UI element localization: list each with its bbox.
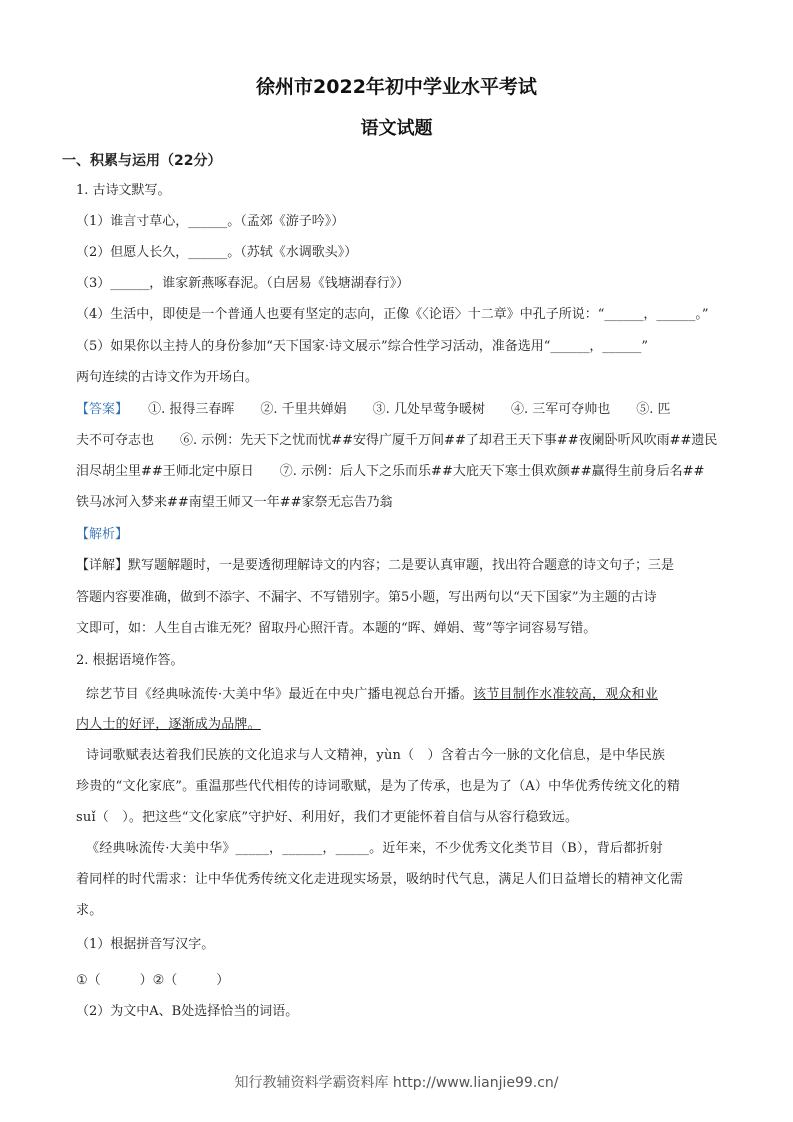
- passage-paragraph-3: 求。: [76, 903, 103, 918]
- sub-question-1: （1）根据拼音写汉字。: [76, 937, 215, 952]
- question-1-item: （3）______，谁家新燕啄春泥。（白居易《钱塘湖春行》）: [76, 276, 410, 291]
- passage-paragraph-1-cont: [76, 716, 261, 734]
- answer-line: 泪尽胡尘里##王师北定中原日 ⑦. 示例：后人下之乐而乐##大庇天下寒士俱欢颜##赢得生前身后名##: [76, 464, 705, 479]
- section-heading: 一、积累与运用（22分）: [62, 153, 222, 169]
- answer-line: 铁马冰河入梦来##南望王师又一年##家祭无忘告乃翁: [76, 495, 393, 510]
- question-1-item: （4）生活中，即使是一个普通人也要有坚定的志向，正像《〈论语〉十二章》中孔子所说：“______，______。”: [76, 307, 709, 322]
- sub-question-2: （2）为文中A、B处选择恰当的词语。: [76, 1004, 299, 1019]
- detail-line: 答题内容要准确，做到不添字、不漏字、不写错别字。第5小题，写出两句以“天下国家”为主题的古诗: [76, 590, 657, 605]
- answer-line: 夫不可夺志也 ⑥. 示例：先天下之忧而忧##安得广厦千万间##了却君王天下事##夜阑卧听风吹雨##遗民: [76, 433, 718, 448]
- question-1-item: （2）但愿人长久，______。（苏轼《水调歌头》）: [76, 245, 358, 260]
- question-1-stem: 1. 古诗文默写。: [76, 183, 171, 198]
- question-2-stem: 2. 根据语境作答。: [76, 653, 184, 668]
- passage-paragraph-1: [86, 686, 658, 704]
- passage-paragraph-2: suǐ（ ）。把这些“文化家底”守护好、利用好，我们才更能怀着自信与从容行稳致远。: [76, 810, 579, 825]
- answer-line: [76, 401, 670, 419]
- question-1-item: 两句连续的古诗文作为开场白。: [76, 370, 259, 385]
- passage-paragraph-3: 《经典咏流传·大美中华》_____，______，_____。近年来，不少优秀文化类节目（B），背后都折射: [86, 841, 663, 856]
- sub-question-1-answer: ①（ ）②（ ）: [76, 973, 230, 988]
- passage-paragraph-3: 着同样的时代需求：让中华优秀传统文化走进现实场景，吸纳时代气息，满足人们日益增长的精神文化需: [76, 872, 684, 887]
- analysis-tag: 【解析】: [76, 527, 129, 542]
- passage-text: 综艺节目《经典咏流传·大美中华》最近在中央广播电视总台开播。: [86, 687, 474, 702]
- passage-paragraph-2: 珍贵的“文化家底”。重温那些代代相传的诗词歌赋，是为了传承，也是为了（A）中华优秀传统文化的精: [76, 779, 681, 794]
- question-1-item: （5）如果你以主持人的身份参加“天下国家·诗文展示”综合性学习活动，准备选用“______，______”: [76, 339, 648, 354]
- question-1-item: （1）谁言寸草心，______。（孟郊《游子吟》）: [76, 214, 345, 229]
- passage-paragraph-2: 诗词歌赋表达着我们民族的文化追求与人文精神，yùn（ ）含着古今一脉的文化信息，是中华民族: [86, 748, 666, 763]
- page-title: 徐州市2022年初中学业水平考试: [256, 76, 537, 98]
- footer-watermark: 知行教辅资料学霸资料库 http://www.lianjie99.cn/: [234, 1075, 559, 1091]
- underlined-sentence: 该节目制作水准较高，观众和业: [473, 687, 658, 702]
- answer-text: ①. 报得三春晖 ②. 千里共婵娟 ③. 几处早莺争暖树 ④. 三军可夺帅也 ⑤. 匹: [148, 402, 671, 417]
- detail-line: 文即可，如：人生自古谁无死？留取丹心照汗青。本题的“晖、婵娟、莺”等字词容易写错。: [76, 621, 597, 636]
- underlined-sentence: 内人士的好评，逐渐成为品牌。: [76, 717, 261, 732]
- answer-tag: 【答案】: [76, 402, 129, 417]
- detail-line: 【详解】默写题解题时，一是要透彻理解诗文的内容；二是要认真审题，找出符合题意的诗文句子；三是: [76, 558, 675, 573]
- page-subtitle: 语文试题: [360, 118, 433, 139]
